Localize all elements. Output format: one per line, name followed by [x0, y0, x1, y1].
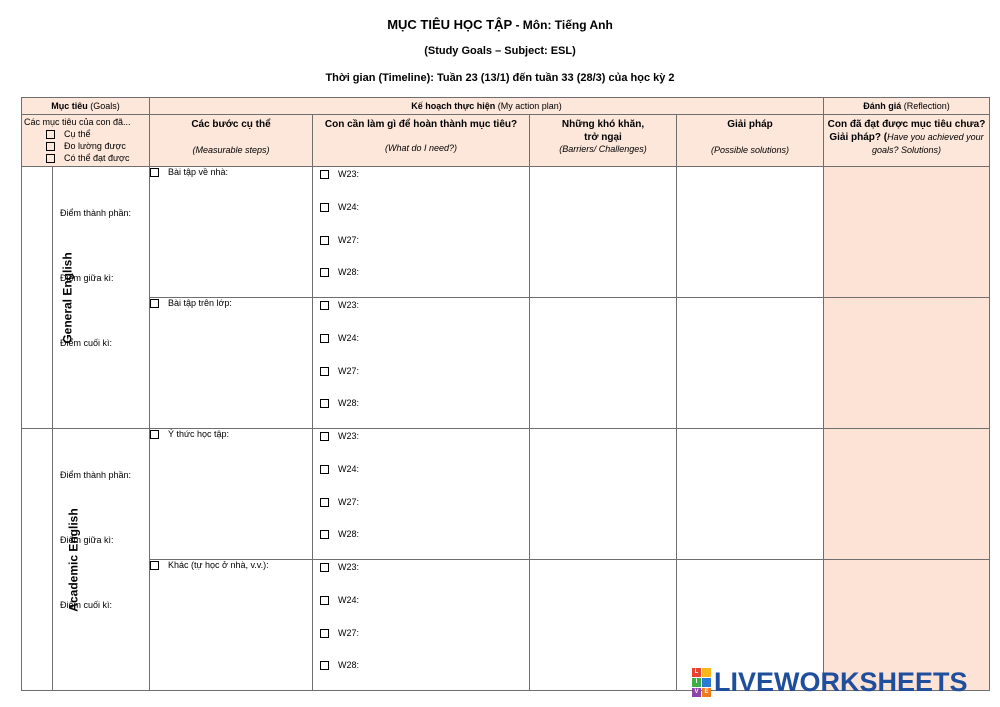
checkbox-icon[interactable] [150, 430, 159, 439]
checkbox-icon[interactable] [320, 661, 329, 670]
weeks-cell[interactable]: W23: W24: W27: W28: [313, 167, 530, 298]
section-label-academic: Academic English [22, 429, 53, 691]
checkbox-icon[interactable] [320, 399, 329, 408]
liveworksheets-logo [692, 669, 968, 695]
barriers-cell[interactable] [530, 429, 677, 560]
checkbox-icon[interactable] [320, 334, 329, 343]
col-need-header: Con cần làm gì để hoàn thành mục tiêu? (What do I need?) [313, 115, 530, 167]
col-barriers-header: Những khó khăn, trở ngại (Barriers/ Challenges) [530, 115, 677, 167]
checkbox-icon[interactable] [46, 142, 55, 151]
checkbox-icon[interactable] [320, 530, 329, 539]
goal-option[interactable]: Cụ thể [24, 128, 147, 140]
reflection-cell[interactable] [824, 298, 990, 429]
goal-option[interactable]: Đo lường được [24, 140, 147, 152]
goals-criteria [22, 115, 150, 167]
solutions-cell[interactable] [677, 167, 824, 298]
weeks-cell[interactable]: W23: W24: W27: W28: [313, 560, 530, 691]
checkbox-icon[interactable] [320, 236, 329, 245]
checkbox-icon[interactable] [150, 299, 159, 308]
reflection-header: Đánh giá (Reflection) [824, 98, 990, 115]
page-title-main: MỤC TIÊU HỌC TẬP [387, 17, 513, 32]
col-steps-header: Các bước cụ thể (Measurable steps) [150, 115, 313, 167]
goals-header: Mục tiêu (Goals) [22, 98, 150, 115]
checkbox-icon[interactable] [46, 130, 55, 139]
barriers-cell[interactable] [530, 298, 677, 429]
page-title [0, 17, 1000, 32]
checkbox-icon[interactable] [320, 170, 329, 179]
checkbox-icon[interactable] [320, 596, 329, 605]
barriers-cell[interactable] [530, 167, 677, 298]
checkbox-icon[interactable] [320, 498, 329, 507]
checkbox-icon[interactable] [150, 168, 159, 177]
timeline: Thời gian (Timeline): Tuần 23 (13/1) đến tuần 33 (28/3) của học kỳ 2 [325, 72, 675, 84]
weeks-cell[interactable]: W23: W24: W27: W28: [313, 298, 530, 429]
scores-cell: Điểm thành phần: Điểm giữa kì: Điểm cuối kì: [53, 429, 150, 691]
checkbox-icon[interactable] [320, 268, 329, 277]
checkbox-icon[interactable] [320, 203, 329, 212]
page-subtitle: (Study Goals – Subject: ESL) [424, 45, 576, 57]
checkbox-icon[interactable] [320, 432, 329, 441]
reflection-cell[interactable] [824, 167, 990, 298]
barriers-cell[interactable] [530, 560, 677, 691]
section-label-general: General English [22, 167, 53, 429]
checkbox-icon[interactable] [46, 154, 55, 163]
action-plan-header: Kế hoạch thực hiện (My action plan) [150, 98, 824, 115]
goals-intro: Các mục tiêu của con đã... [24, 117, 131, 127]
step-cell[interactable]: Ý thức học tập: [150, 429, 313, 560]
checkbox-icon[interactable] [150, 561, 159, 570]
checkbox-icon[interactable] [320, 563, 329, 572]
goal-option[interactable]: Có thể đạt được [24, 152, 147, 164]
step-cell[interactable]: Bài tập về nhà: [150, 167, 313, 298]
scores-cell: Điểm thành phần: Điểm giữa kì: Điểm cuối kì: [53, 167, 150, 429]
goals-table [21, 97, 990, 691]
solutions-cell[interactable] [677, 298, 824, 429]
col-reflection-header: Con đã đạt được mục tiêu chưa? Giải pháp? (Have you achieved your goals? Solutions) [824, 115, 990, 167]
checkbox-icon[interactable] [320, 367, 329, 376]
checkbox-icon[interactable] [320, 629, 329, 638]
page-title-subject: - Môn: Tiếng Anh [512, 18, 613, 32]
reflection-cell[interactable] [824, 429, 990, 560]
step-cell[interactable]: Khác (tự học ở nhà, v.v.): [150, 560, 313, 691]
logo-text: LIVEWORKSHEETS [714, 667, 968, 697]
logo-blocks-icon: L I V E [692, 668, 711, 697]
checkbox-icon[interactable] [320, 301, 329, 310]
solutions-cell[interactable] [677, 429, 824, 560]
checkbox-icon[interactable] [320, 465, 329, 474]
weeks-cell[interactable]: W23: W24: W27: W28: [313, 429, 530, 560]
col-solutions-header: Giải pháp (Possible solutions) [677, 115, 824, 167]
step-cell[interactable]: Bài tập trên lớp: [150, 298, 313, 429]
